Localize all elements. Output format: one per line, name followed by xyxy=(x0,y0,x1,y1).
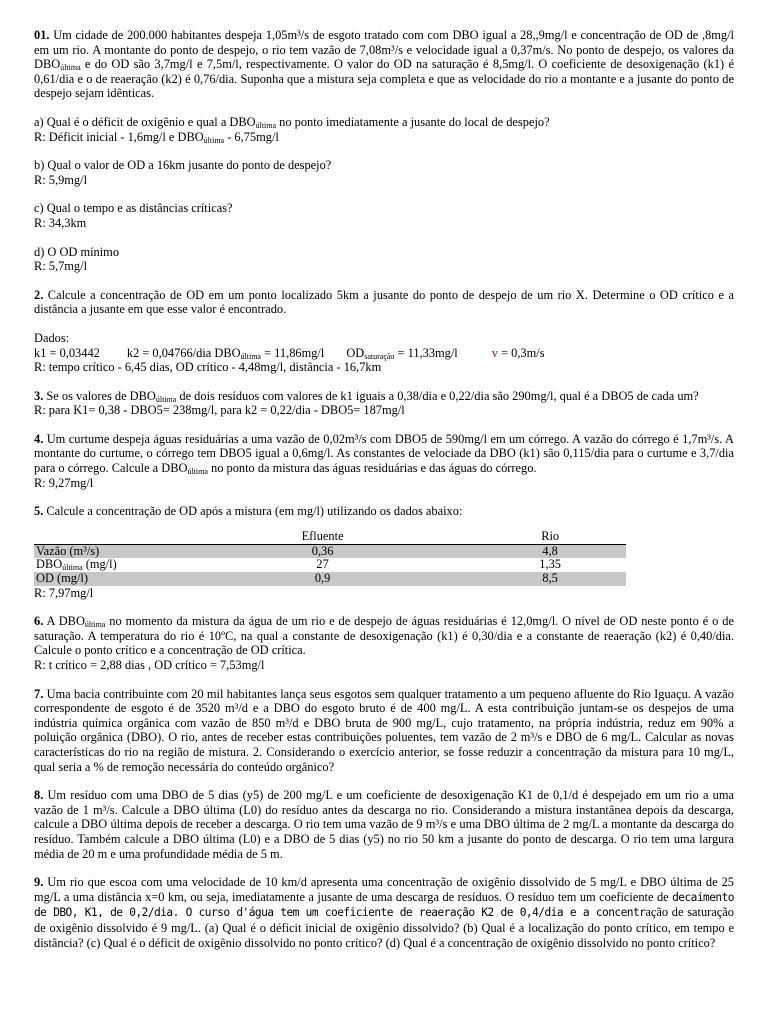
question-5: 5. Calcule a concentração de OD após a mistura (em mg/l) utilizando os dados abaixo: xyxy=(34,504,463,519)
cell: 27 xyxy=(316,557,329,572)
mixed-font-text: decaimento de DBO, K1, de 0,2/dia. O curso d'água tem um coeficiente de reaeração K2 de 0,4/dia e a concentr xyxy=(34,890,734,920)
table-row xyxy=(34,558,626,572)
row-label: $DBO_{última}$ (mg/l) xyxy=(36,557,117,573)
question-1b: b) Qual o valor de OD a 16km jusante do ponto de despejo? xyxy=(34,158,332,173)
question-number: 6. xyxy=(34,614,44,629)
question-1a: a) Qual é o déficit de oxigênio e qual a $DBO_{última}$ no ponto imediatamente a jusante do local de despejo? xyxy=(34,114,550,130)
question-7: 7. Uma bacia contribuinte com 20 mil habitantes lança seus esgotos sem qualquer tratamento a um pequeno afluente do Rio Iguaçu. A vazão correspondente de esgoto é de 3520 m³/d e a DBO do esgoto bruto é de 400 mg/L. A esta contribuição juntam-se os despejos de uma indústria química orgânica com vazão de 850 m³/d e DBO bruta de 900 mg/L, cujo tratamento, na própria indústria, reduz em 90% a poluição orgânica (DBO). O rio, antes de receber estas contribuições poluentes, tem vazão de 2 m³/s e DBO de 6 mg/L. Calcular as novas características do rio na região de mistura. 2. Considerando o exercício anterior, se fosse reduzir a concentração da mistura para 10 mg/L, qual seria a % de remoção necessária do conteúdo orgânico? xyxy=(34,686,734,774)
question-8: 8. Um resíduo com uma DBO de 5 dias (y5) de 200 mg/L e um coeficiente de desoxigenação K1 de 0,1/d é despejado em um rio a uma vazão de 1 m³/s. Calcule a DBO última (L0) do resíduo antes da descarga no rio. Considerando a mistura instantânea depois da descarga, calcule a DBO última depois de receber a descarga. O rio tem uma vazão de 9 m³/s e uma DBO última de 2 mg/L a montante da descarga do resíduo. Também calcule a DBO última (L0) e a DBO de 5 dias (y5) no rio 50 km a jusante do ponto de descarga. O rio tem uma largura média de 20 m e uma profundidade média de 5 m. xyxy=(34,788,734,861)
answer-6: R: t crítico = 2,88 dias , OD crítico = 7,53mg/l xyxy=(34,658,265,672)
answer-1c: R: 34,3km xyxy=(34,215,87,230)
answer-3: R: para K1= 0,38 - DBO5= 238mg/l, para k2 = 0,22/dia - DBO5= 187mg/l xyxy=(34,403,405,418)
row-label: Vazão (m³/s) xyxy=(34,544,233,558)
table-row xyxy=(34,544,626,558)
question-number: 01. xyxy=(34,28,50,42)
answer-1d: R: 5,7mg/l xyxy=(34,259,88,274)
cell: 0,9 xyxy=(233,572,412,586)
table-header xyxy=(34,529,626,545)
cell: 1,35 xyxy=(539,557,561,572)
answer-1a: R: Déficit inicial - 1,6mg/l e $DBO_{última} - 6,75mg/l$ xyxy=(34,129,279,145)
answer-1b: R: 5,9mg/l xyxy=(34,172,88,187)
question-number: 4. xyxy=(34,431,44,446)
dados-label: Dados: xyxy=(34,330,70,345)
column-header: Rio xyxy=(541,528,560,543)
question-1d: d) O OD mínimo xyxy=(34,244,120,259)
question-1: 01. Um cidade de 200.000 habitantes despeja 1,05m³/s de esgoto tratado com com DBO igual a 28,,9mg/l e concentração de OD de ,8mg/l em um rio. A montante do ponto de despejo, o rio tem vazão de 7,08m³/s e velocidade igual a 0,37m/s. No ponto de despejo, os valores da $DBO_{última}$ e do OD são 3,7mg/l e 7,5m/l, respectivamente. O valor do OD na saturação é 8,5mg/l. O coeficiente de desoxigenação (k1) é 0,61/dia e o de reaeração (k2) é 0,76/dia. Suponha que a mistura seja completa e que as velocidade do rio a montante e a jusante do ponto de despejo sejam idênticas. xyxy=(34,28,734,101)
question-number: 9. xyxy=(34,875,44,890)
row-label: OD (mg/l) xyxy=(34,572,233,586)
question-9: 9. Um rio que escoa com uma velocidade de 10 km/d apresenta uma concentração de oxigênio dissolvido de 5 mg/L e DBO última de 25 mg/L a uma distância x=0 km, ou seja, imediatamente a jusante de uma descarga de resíduos. O resíduo tem um coeficiente de decaimento de DBO, K1, de 0,2/dia. O curso d'água tem um coeficiente de reaeração K2 de 0,4/dia e a concentração de saturação de oxigênio dissolvido é 9 mg/L. (a) Qual é o déficit inicial de oxigênio dissolvido? (b) Qual é a localização do ponto crítico, em tempo e distância? (c) Qual é o déficit de oxigênio dissolvido no ponto crítico? (d) Qual é a concentração de oxigênio dissolvido no ponto crítico? xyxy=(34,875,734,950)
question-2: 2. Calcule a concentração de OD em um ponto localizado 5km a jusante do ponto de despejo de um rio X. Determine o OD crítico e a distância a jusante em que esse valor é encontrado. xyxy=(34,287,734,317)
data-table xyxy=(34,529,626,586)
cell: 4,8 xyxy=(474,544,626,558)
answer-4: R: 9,27mg/l xyxy=(34,475,94,490)
dados-values: k1 = 0,03442 k2 = 0,04766/dia $DBO_{última} = 11,86mg/l$ $OD_{saturação} = 11,33mg/l$ v = 0,3m/s xyxy=(34,345,545,361)
question-number: 7. xyxy=(34,686,44,701)
question-4: 4. Um curtume despeja águas residuárias a uma vazão de 0,02m³/s com DBO5 de 590mg/l em um córrego. A vazão do córrego é 1,7m³/s. A montante do curtume, o córrego tem DBO5 igual a 0,6mg/l. As constantes de velociade da DBO (k1) são 0,115/dia para o curtume e 3,7/dia para o córrego. Calcule a $DBO_{última}$ no ponto da mistura das águas residuárias e das águas do córrego. xyxy=(34,431,734,477)
cell: 8,5 xyxy=(474,572,626,586)
question-number: 3. xyxy=(34,388,44,403)
answer-5: R: 7,97mg/l xyxy=(34,585,94,600)
question-number: 8. xyxy=(34,788,44,803)
question-1c: c) Qual o tempo e as distâncias críticas? xyxy=(34,201,233,216)
question-6: 6. A $DBO_{última}$ no momento da mistura da água de um rio e de despejo de águas residuárias é 12,0mg/l. O nível de OD neste ponto é o de saturação. A temperatura do rio é 10ºC, na qual a constante de desoxigenação (k1) é 0,30/dia e a constante de reaeração (k2) é 0,40/dia. Calcule o ponto crítico e a concentração de OD crítica. xyxy=(34,614,734,658)
cell: 0,36 xyxy=(233,544,412,558)
question-3: 3. Se os valores de $DBO_{última}$ de dois resíduos com valores de k1 iguais a 0,38/dia e 0,22/dia são 290mg/l, qual é a DBO5 de cada um? xyxy=(34,388,699,404)
table-row xyxy=(34,572,626,586)
question-number: 5. xyxy=(34,504,44,519)
document-page xyxy=(34,28,734,950)
answer-2: R: tempo crítico - 6,45 dias, OD crítico - 4,48mg/l, distância - 16,7km xyxy=(34,360,382,375)
column-header: Efluente xyxy=(301,528,344,543)
question-number: 2. xyxy=(34,287,44,302)
